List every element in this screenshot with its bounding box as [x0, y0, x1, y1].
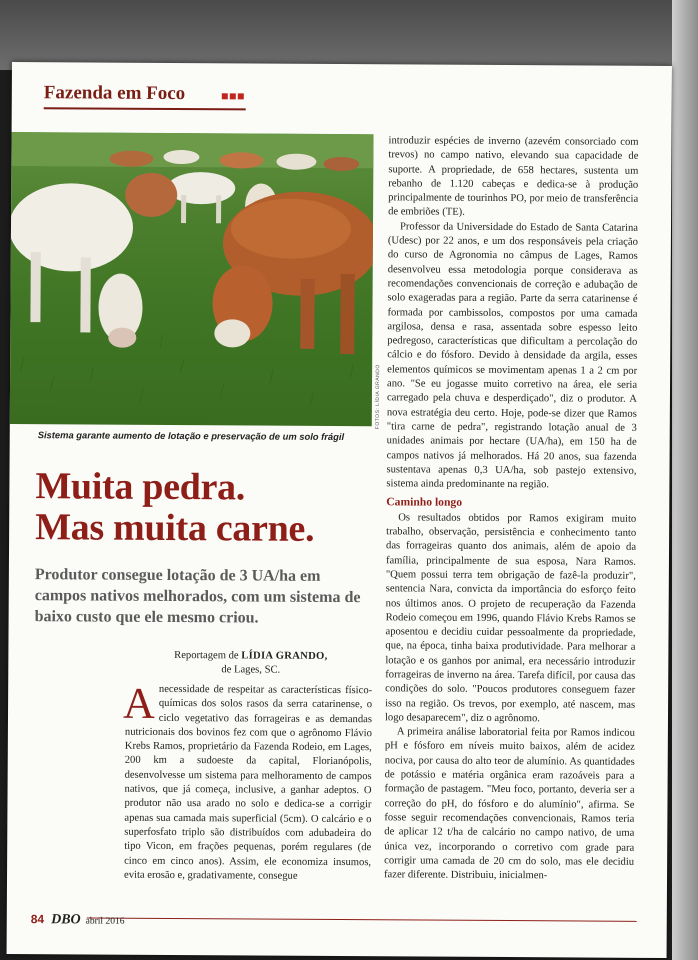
issue-date: abril 2016	[85, 916, 125, 927]
page-number: 84	[30, 912, 45, 927]
body-paragraph: Os resultados obtidos por Ramos exigiram muito trabalho, observação, persistência e conhecimento tanto das forrageiras quanto dos animais, além de apoio da família, principalmente de sua esposa, Nara Ramos. "Quem possui terra tem obrigação de fazê-la produzir", sentencia Nara, convicta da importância do esforço feito nos últimos anos. O projeto de recuperação da Fazenda Rodeio começou em 1996, quando Flávio Krebs Ramos se aposentou e decidiu cuidar pessoalmente da propriedade, que, na época, tinha baixa produtividade. Para melhorar a lotação e os ganhos por animal, era necessário introduzir forrageiras de inverno na área. Tarefa difícil, por causa das condições do solo. "Poucos produtores conseguem fazer isso na região. Os trevos, por exemplo, até nascem, mas logo desaparecem", diz o agrônomo.	[384, 512, 637, 725]
section-rule	[44, 107, 246, 110]
byline-location: de Lages, SC.	[221, 664, 281, 676]
photo-credit: FOTOS: LÍDIA GRANDO	[374, 364, 382, 430]
photo-caption: Sistema garante aumento de lotação e preservação de um solo frágil	[37, 429, 345, 443]
body-column-left	[122, 678, 373, 885]
body-paragraph: Professor da Universidade do Estado de Santa Catarina (Udesc) por 22 anos, e um dos responsáveis pela criação do curso de Agronomia no câmpus de Lages, Ramos desenvolveu essa metodologia porque considerava as recomendações convencionais de correção e adubação de solo exageradas para a região. Parte da serra catarinense é formada por cambissolos, compostos por uma camada argilosa, densa e rasa, assentada sobre espesso leito pedregoso, características que dificultam a percolação do cálcio e do fósforo. Devido à densidade da argila, esses elementos químicos se movimentam apenas 1 a 2 cm por ano. "Se eu jogasse muito corretivo na área, ele seria carregado pela chuva e desperdiçado", diz o produtor. A nova estratégia deu certo. Hoje, pode-se dizer que Ramos "tira carne de pedra", registrando lotação anual de 3 unidades animais por hectare (UA/ha), em 150 ha de campos nativos já melhorados. Há 20 anos, sua fazenda sustentava apenas 0,3 UA/ha, sob pastejo extensivo, sistema ainda predominante na região.	[386, 221, 639, 491]
magazine-page	[7, 62, 672, 958]
page-edge-shadow	[672, 0, 698, 960]
byline-author: LÍDIA GRANDO,	[241, 650, 328, 662]
body-paragraph: A primeira análise laboratorial feita por Ramos indicou pH e fósforo em níveis muito baixos, além de acidez nociva, por causa do alto teor de alumínio. As quantidades de potássio e matéria orgânica eram razoáveis para a formação de pastagem. "Meu foco, portanto, deveria ser a correção do pH, do fósforo e do alumínio", afirma. Se fosse seguir recomendações convencionais, Ramos teria de aplicar 12 t/ha de calcário no campo nativo, de uma única vez, incorporando o corretivo com grade para corrigir uma camada de 20 cm do solo, mas ele decidiu fazer diferente. Distribuiu, inicialmen-	[384, 726, 635, 882]
cattle-photo	[10, 132, 374, 426]
section-title: Fazenda em Foco	[43, 82, 186, 105]
footer-rule	[87, 917, 637, 921]
article-deck: Produtor consegue lotação de 3 UA/ha em campos nativos melhorados, com um sistema de baixo custo que ele mesmo criou.	[34, 566, 361, 627]
body-column-right	[384, 134, 639, 884]
article-headline	[35, 466, 380, 550]
drop-cap: A	[122, 678, 156, 728]
headline-line-1: Muita pedra.	[35, 465, 246, 509]
body-paragraph: introduzir espécies de inverno (azevém consorciado com trevos) no campo nativo, elevando sua capacidade de suporte. A propriedade, de 658 hectares, sustenta um rebanho de 1.120 cabeças e dedica-se à produção principalmente de tourinhos PO, por meio de transferência de embriões (TE).	[388, 135, 639, 219]
byline	[128, 649, 373, 678]
headline-line-2: Mas muita carne.	[35, 506, 315, 550]
page-footer	[31, 912, 125, 929]
magazine-name: DBO	[51, 912, 81, 928]
byline-prefix: Reportagem de	[174, 650, 239, 662]
section-squares-icon	[222, 93, 244, 99]
subhead: Caminho longo	[386, 495, 463, 510]
background-top	[0, 0, 698, 70]
body-paragraph: necessidade de respeitar as características físico-químicas dos solos rasos da serra catarinense, o ciclo vegetativo das forrageiras e as demandas nutricionais dos bovinos fez com que o agrônomo Flávio Krebs Ramos, proprietário da Fazenda Rodeio, em Lages, 200 km a sudoeste da capital, Florianópolis, desenvolvesse um sistema para melhoramento de campos nativos, que já começa, inclusive, a ganhar adeptos. O produtor não usa arado no solo e dedica-se a corrigir apenas sua camada mais superficial (5cm). O calcário e o superfosfato triplo são distribuídos com adubadeira do tipo Vicon, em frações pequenas, porém regulares (de cinco em cinco anos). Assim, ele economiza insumos, evita erosão e, gradativamente, consegue	[124, 683, 373, 882]
